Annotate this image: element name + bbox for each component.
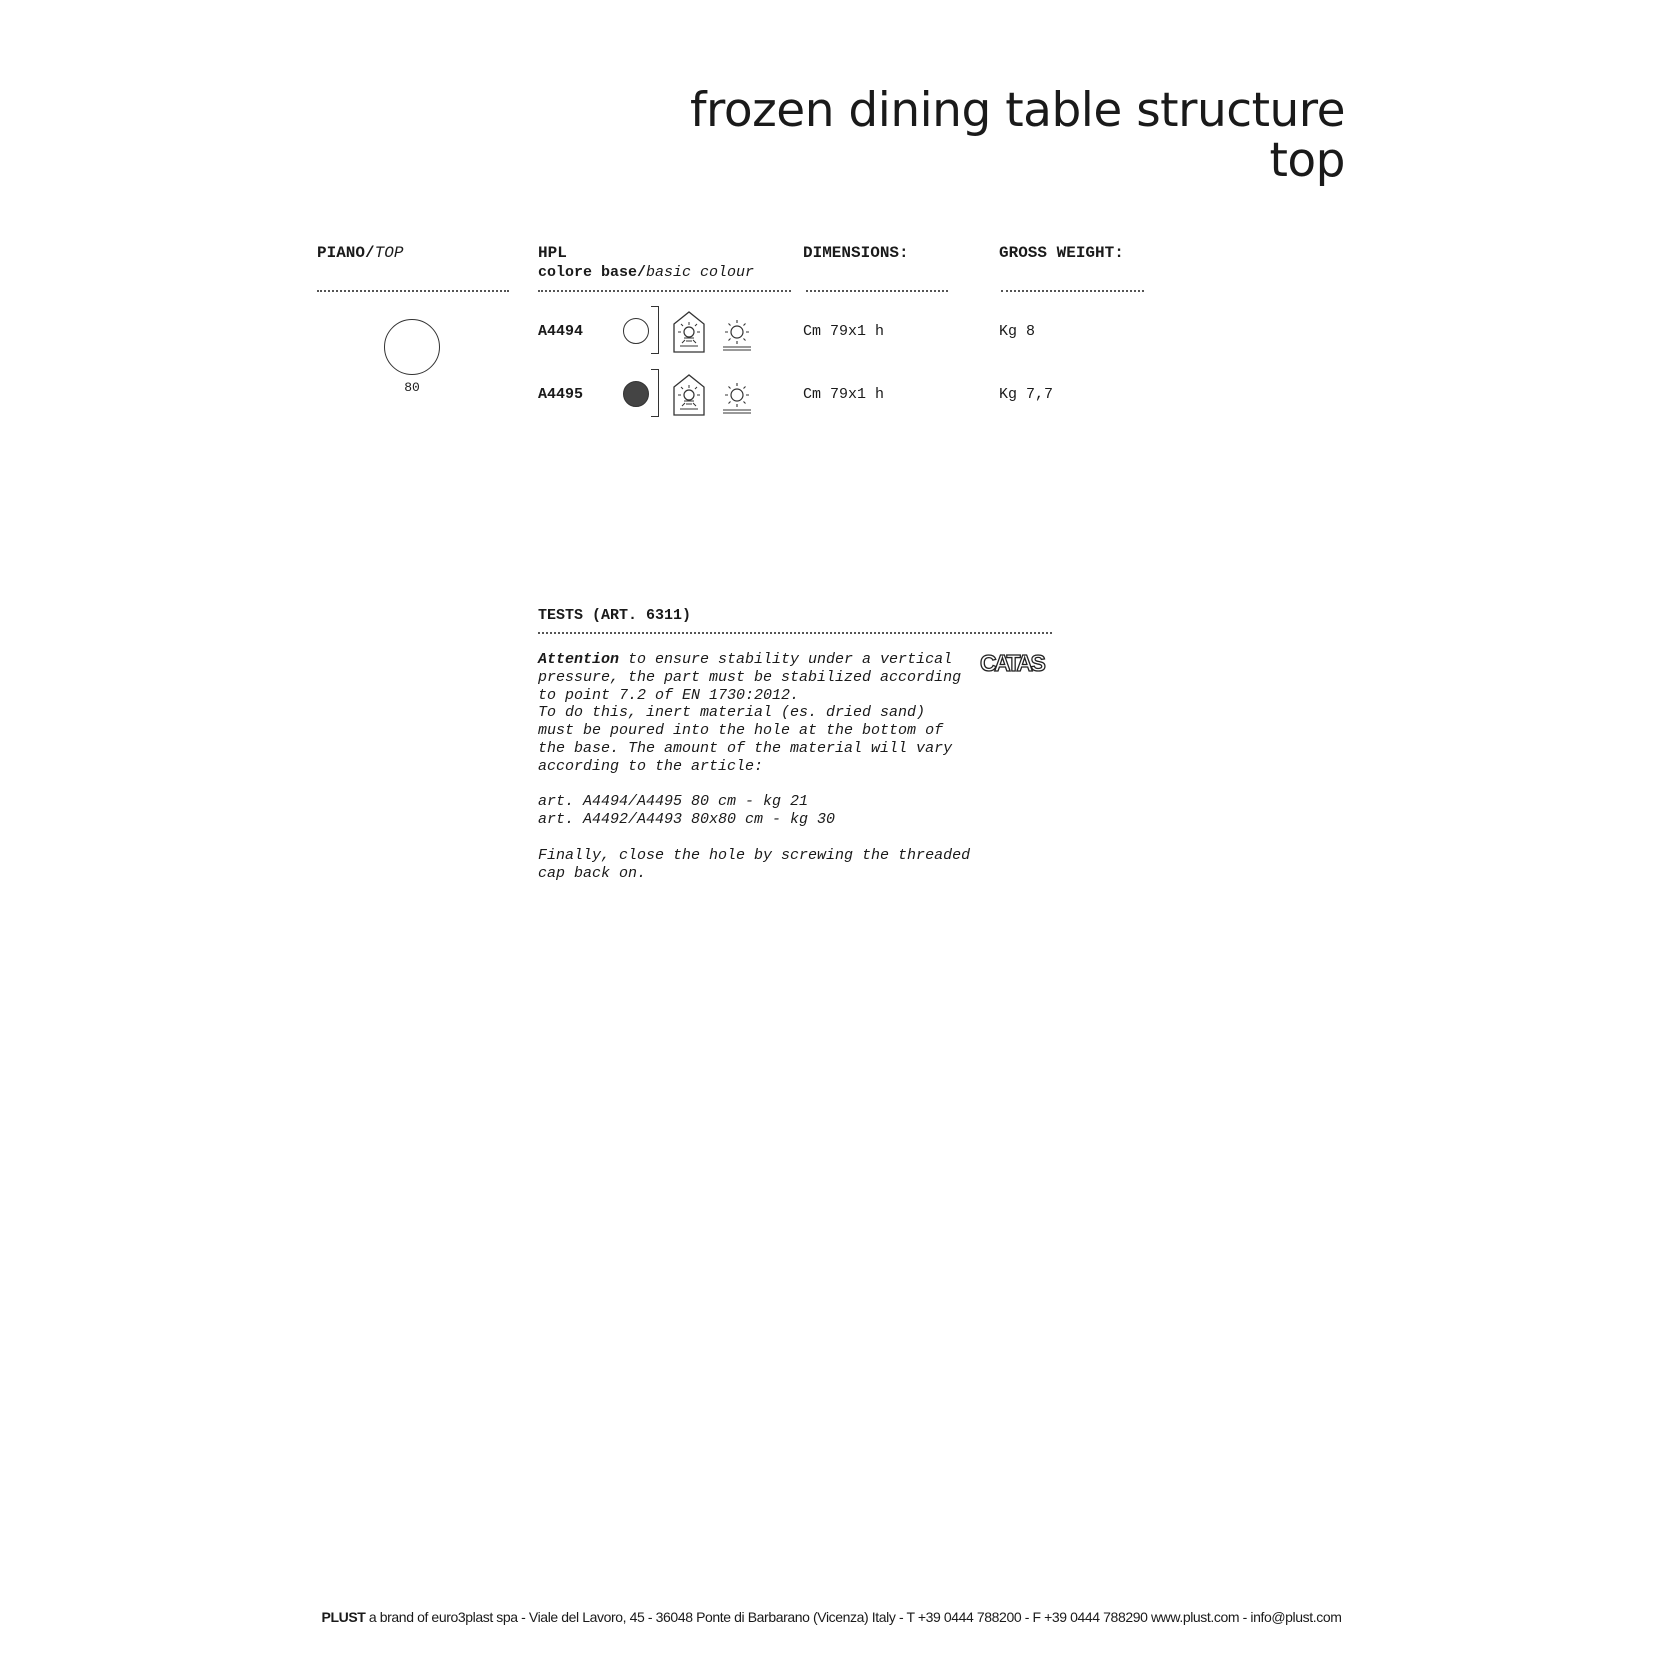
catas-logo: CATAS — [980, 650, 1044, 676]
tests-divider — [538, 632, 1052, 634]
header-material-sub — [538, 263, 754, 283]
row-1-bracket — [651, 306, 659, 354]
row-1-weight: Kg 8 — [999, 323, 1036, 340]
row-1-code: A4494 — [538, 323, 584, 340]
header-piano — [317, 243, 403, 263]
divider-dimensions — [806, 290, 948, 292]
row-2-bracket — [651, 369, 659, 417]
indoor-lamp-icon — [672, 310, 706, 354]
outdoor-sun-icon — [720, 381, 754, 415]
tests-body: pressure, the part must be stabilized according to point 7.2 of EN 1730:2012. To do this, inert material (es. dried sand) must be poured into the hole at the bottom of the base. The amount of the material will vary according to the article: art. A4494/A4495 80 cm - kg 21 art. A4492/A4493 80x80 cm - kg 30 Finally, close the hole by screwing the threaded cap back on. — [538, 668, 971, 882]
footer-text: a brand of euro3plast spa - Viale del Lavoro, 45 - 36048 Ponte di Barbarano (Vicenza) Italy - T +39 0444 788200 - F +39 0444 788290 www.plust.com - info@plust.com — [365, 1609, 1342, 1625]
round-top-label: 80 — [404, 380, 420, 395]
row-2-dimensions: Cm 79x1 h — [803, 386, 885, 403]
header-material: HPL — [538, 244, 567, 262]
tests-text — [538, 651, 970, 882]
tests-attention: Attention — [538, 651, 620, 668]
row-1-colour-swatch — [623, 318, 649, 344]
row-1-dimensions: Cm 79x1 h — [803, 323, 885, 340]
page-title — [690, 83, 1345, 188]
indoor-lamp-icon — [672, 373, 706, 417]
row-2-colour-swatch — [623, 381, 649, 407]
footer — [0, 1609, 1663, 1625]
header-material-sub-bold: colore base/ — [538, 264, 647, 281]
header-piano-bold: PIANO/ — [317, 244, 375, 262]
divider-weight — [1001, 290, 1144, 292]
outdoor-sun-icon — [720, 318, 754, 352]
divider-material — [538, 290, 791, 292]
header-piano-italic: TOP — [374, 244, 404, 262]
row-2-weight: Kg 7,7 — [999, 386, 1054, 403]
round-top-shape — [384, 319, 440, 375]
header-material-sub-italic: basic colour — [646, 264, 755, 281]
divider-piano — [317, 290, 509, 292]
tests-heading: TESTS (ART. 6311) — [538, 607, 692, 624]
title-line-2: top — [1269, 133, 1345, 188]
header-dimensions: DIMENSIONS: — [803, 244, 909, 262]
header-weight: GROSS WEIGHT: — [999, 244, 1124, 262]
footer-brand: PLUST — [321, 1609, 366, 1625]
tests-line-1: to ensure stability under a vertical — [619, 651, 953, 668]
title-line-1: frozen dining table structure — [690, 83, 1345, 138]
row-2-code: A4495 — [538, 386, 584, 403]
